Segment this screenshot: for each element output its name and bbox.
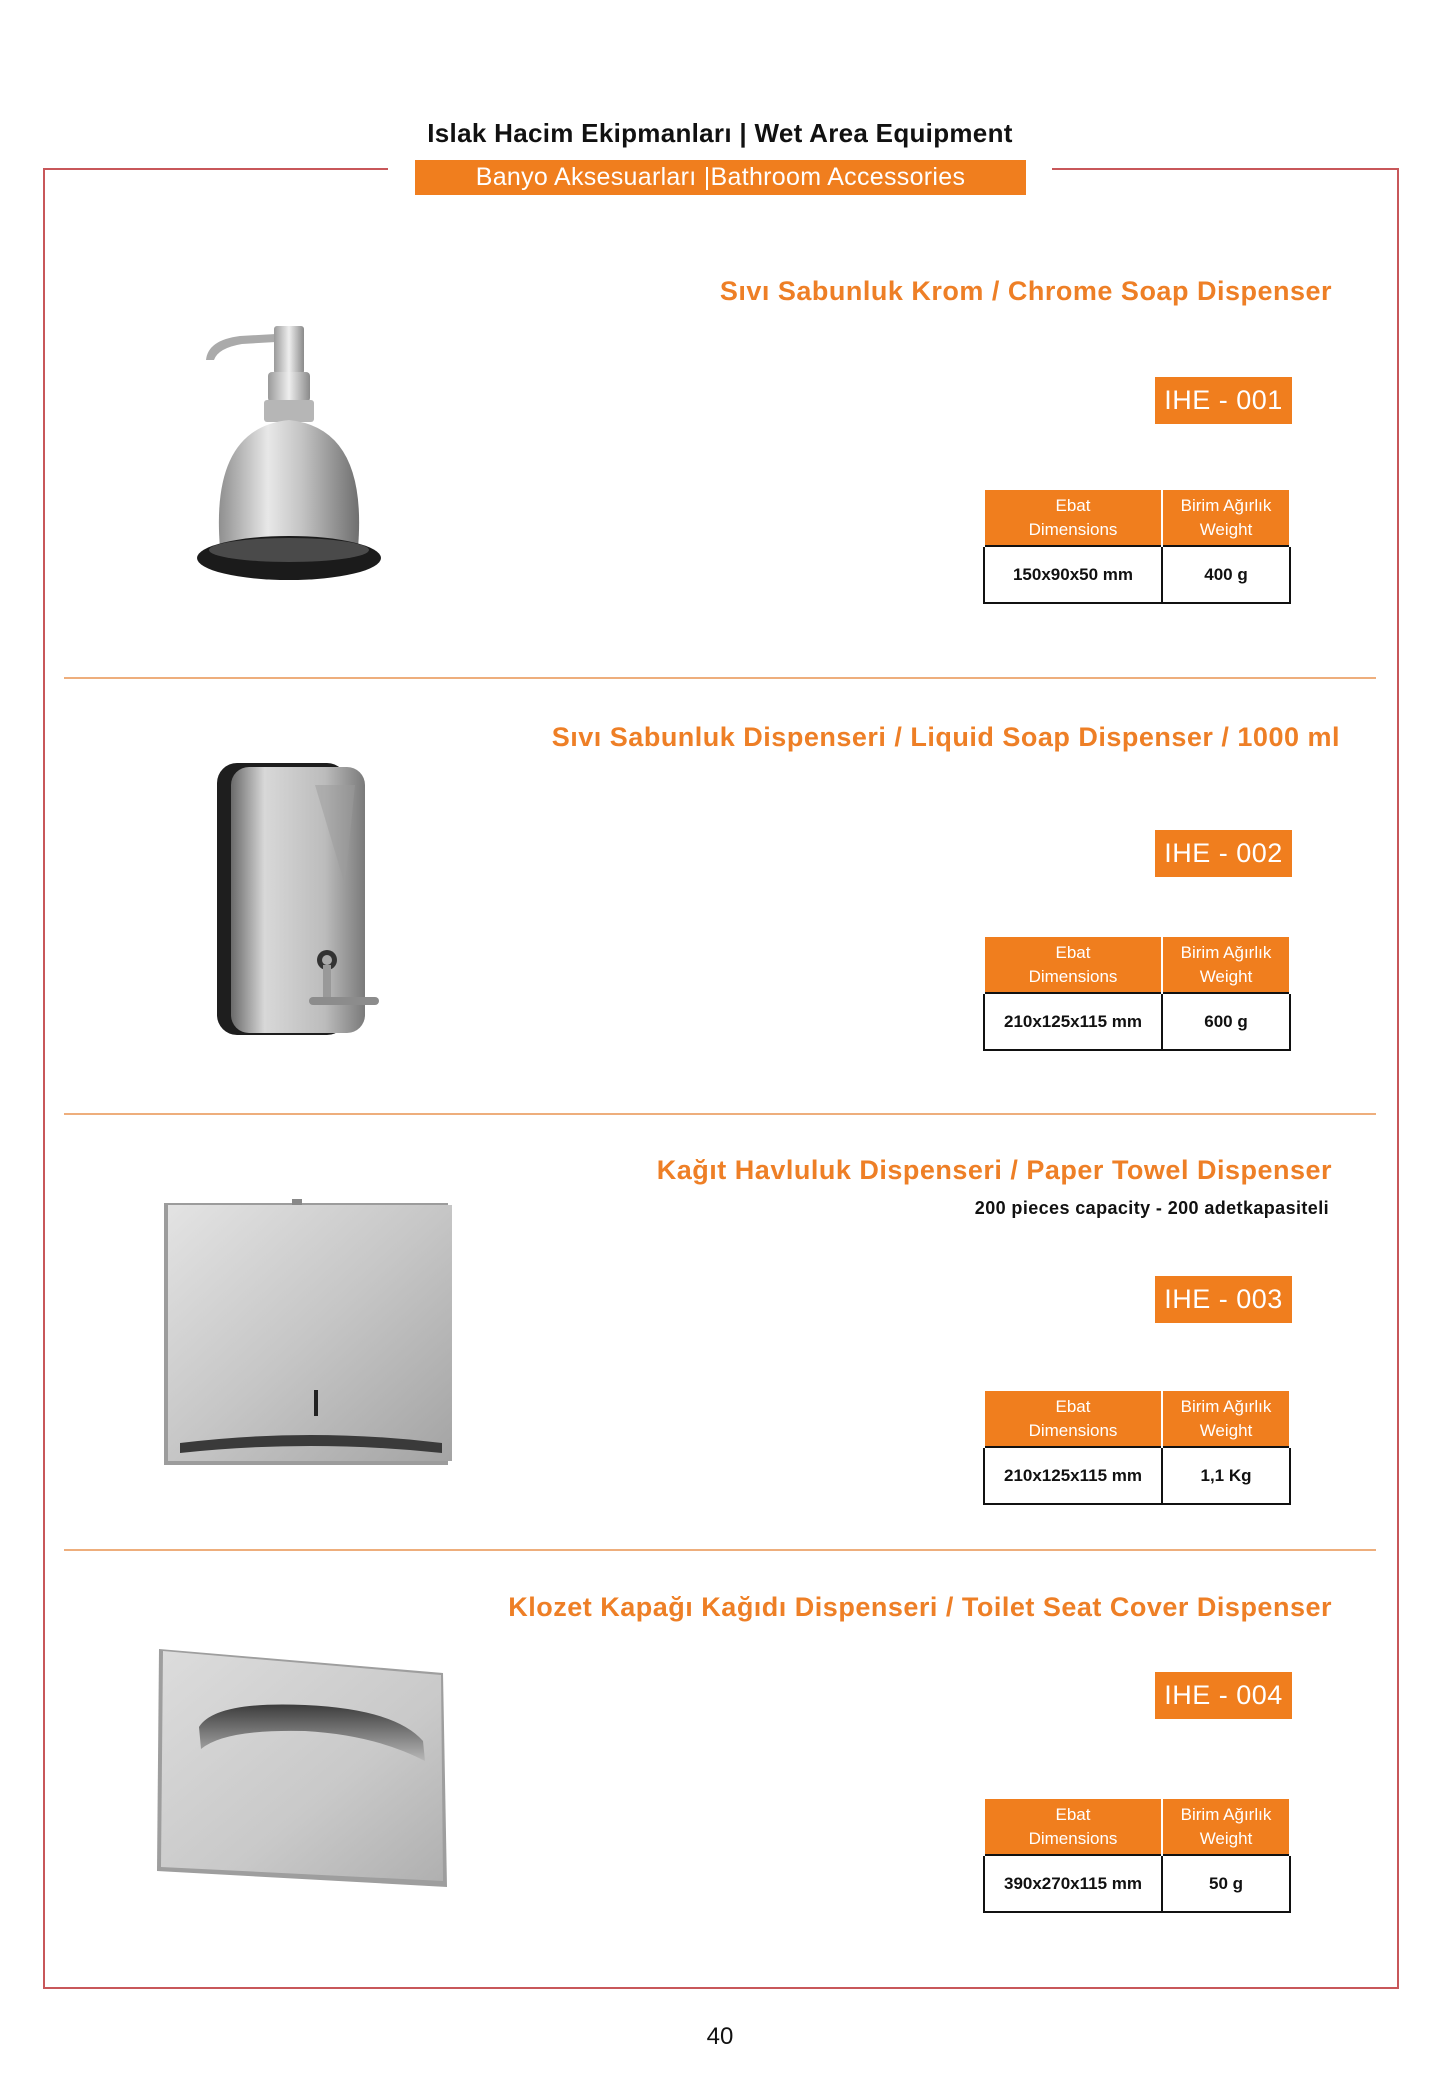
- section-divider: [64, 1549, 1376, 1551]
- toilet-seat-cover-dispenser-image: [155, 1645, 455, 1895]
- weight-header: [1162, 1798, 1290, 1855]
- section-divider: [64, 677, 1376, 679]
- chrome-soap-dispenser-image: [190, 318, 440, 608]
- spec-table: [983, 1389, 1291, 1505]
- weight-header: [1162, 936, 1290, 993]
- dimensions-value: 390x270x115 mm: [984, 1855, 1162, 1912]
- paper-towel-dispenser-image: [160, 1195, 460, 1470]
- dimensions-header-tr: Ebat: [1055, 495, 1091, 515]
- dimensions-value: 210x125x115 mm: [984, 1447, 1162, 1504]
- weight-header: [1162, 1390, 1290, 1447]
- dimensions-value: 150x90x50 mm: [984, 546, 1162, 603]
- page-title: Islak Hacim Ekipmanları | Wet Area Equipment: [427, 118, 1013, 148]
- product-code-badge: IHE - 003: [1155, 1276, 1292, 1323]
- weight-header-tr: Birim Ağırlık: [1180, 1396, 1272, 1416]
- weight-header-tr: Birim Ağırlık: [1180, 942, 1272, 962]
- weight-value: 400 g: [1162, 546, 1290, 603]
- product-title: Klozet Kapağı Kağıdı Dispenseri / Toilet Seat Cover Dispenser: [508, 1592, 1332, 1622]
- dimensions-header-en: Dimensions: [1028, 966, 1118, 986]
- product-code-badge: IHE - 002: [1155, 830, 1292, 877]
- product-code-badge: IHE - 004: [1155, 1672, 1292, 1719]
- section-divider: [64, 1113, 1376, 1115]
- dimensions-header: [984, 1390, 1162, 1447]
- dimensions-header-en: Dimensions: [1028, 1828, 1118, 1848]
- weight-value: 600 g: [1162, 993, 1290, 1050]
- dimensions-header-tr: Ebat: [1055, 1804, 1091, 1824]
- spec-table: [983, 488, 1291, 604]
- liquid-soap-dispenser-image: [205, 755, 395, 1045]
- weight-header: [1162, 489, 1290, 546]
- weight-header-tr: Birim Ağırlık: [1180, 1804, 1272, 1824]
- product-title: Sıvı Sabunluk Krom / Chrome Soap Dispenser: [719, 276, 1332, 306]
- dimensions-header-en: Dimensions: [1028, 519, 1118, 539]
- section-subtitle-bar: Banyo Aksesuarları |Bathroom Accessories: [415, 160, 1026, 195]
- dimensions-header: [984, 1798, 1162, 1855]
- weight-value: 50 g: [1162, 1855, 1290, 1912]
- product-title: Kağıt Havluluk Dispenseri / Paper Towel Dispenser: [656, 1155, 1332, 1185]
- dimensions-header-tr: Ebat: [1055, 1396, 1091, 1416]
- dimensions-value: 210x125x115 mm: [984, 993, 1162, 1050]
- weight-header-en: Weight: [1199, 966, 1253, 986]
- dimensions-header-tr: Ebat: [1055, 942, 1091, 962]
- spec-table: [983, 935, 1291, 1051]
- weight-header-en: Weight: [1199, 1828, 1253, 1848]
- weight-header-tr: Birim Ağırlık: [1180, 495, 1272, 515]
- dimensions-header: [984, 936, 1162, 993]
- dimensions-header: [984, 489, 1162, 546]
- weight-value: 1,1 Kg: [1162, 1447, 1290, 1504]
- product-code-badge: IHE - 001: [1155, 377, 1292, 424]
- weight-header-en: Weight: [1199, 1420, 1253, 1440]
- product-title: Sıvı Sabunluk Dispenseri / Liquid Soap Dispenser / 1000 ml: [551, 722, 1340, 752]
- dimensions-header-en: Dimensions: [1028, 1420, 1118, 1440]
- page-number: 40: [706, 2023, 734, 2050]
- spec-table: [983, 1797, 1291, 1913]
- weight-header-en: Weight: [1199, 519, 1253, 539]
- product-capacity-note: 200 pieces capacity - 200 adetkapasiteli: [974, 1198, 1329, 1218]
